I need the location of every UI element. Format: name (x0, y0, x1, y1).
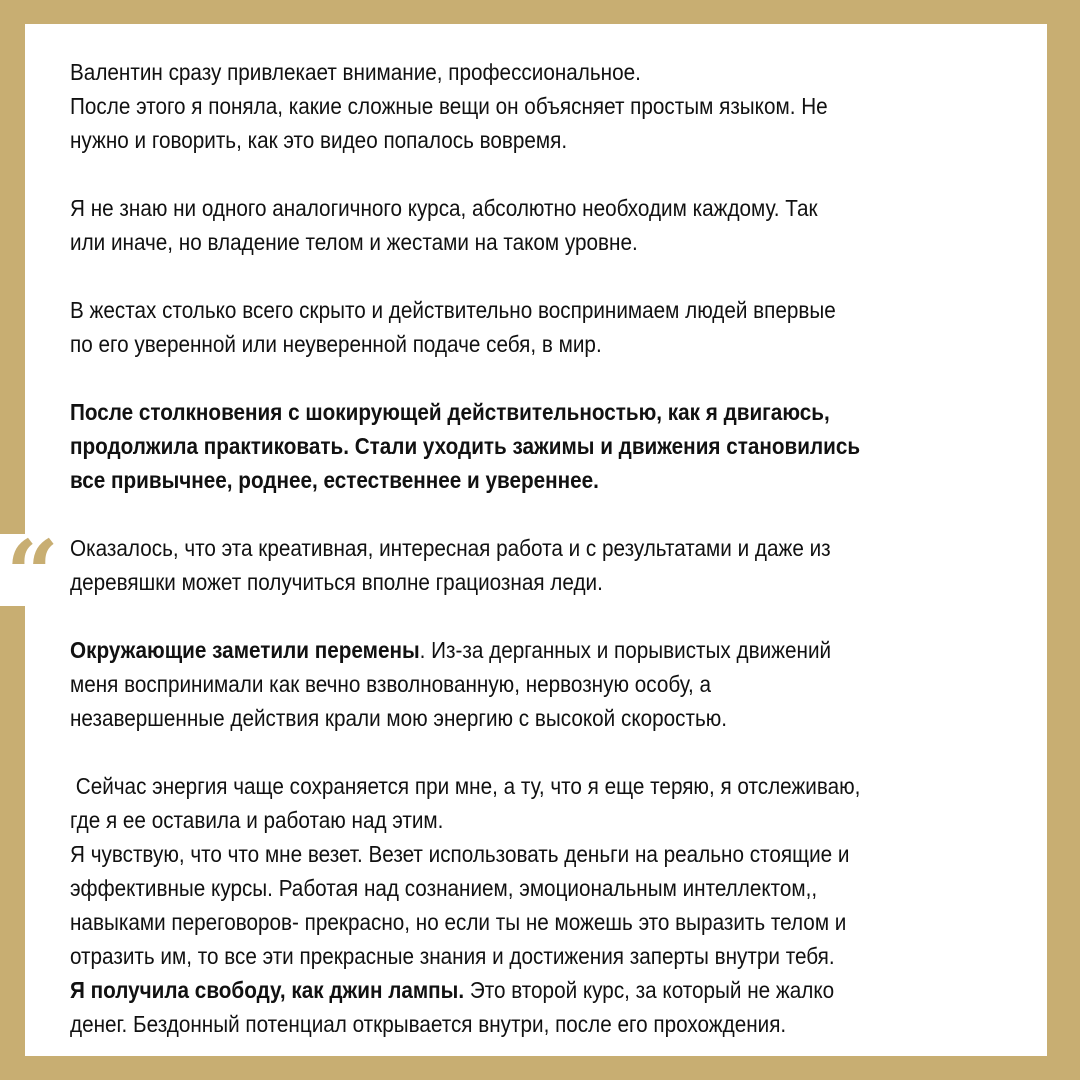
review-text (70, 55, 939, 1041)
bold-text-line: продолжила практиковать. Стали уходить зажимы и движения становились (70, 433, 861, 459)
text-line: деревяшки может получиться вполне грациозная леди. (70, 569, 603, 595)
bold-phrase: Окружающие заметили перемены (70, 637, 420, 663)
paragraph-1 (70, 55, 939, 157)
quote-icon: “ (6, 520, 59, 628)
bold-phrase: Я получила свободу, как джин лампы. (70, 977, 465, 1003)
review-card (25, 24, 1047, 1056)
text-line: незавершенные действия крали мою энергию с высокой скоростью. (70, 705, 728, 731)
text-line: эффективные курсы. Работая над сознанием, эмоциональным интеллектом,, (70, 875, 818, 901)
text-line: навыками переговоров- прекрасно, но если ты не можешь это выразить телом и (70, 909, 847, 935)
text-line: В жестах столько всего скрыто и действительно воспринимаем людей впервые (70, 297, 836, 323)
paragraph-3 (70, 293, 939, 361)
text-line (70, 633, 939, 667)
text-line: Валентин сразу привлекает внимание, профессиональное. (70, 59, 641, 85)
text-fragment: Это второй курс, за который не жалко (464, 977, 835, 1003)
text-line: по его уверенной или неуверенной подаче себя, в мир. (70, 331, 602, 357)
text-line: Я чувствую, что что мне везет. Везет использовать деньги на реально стоящие и (70, 841, 850, 867)
text-line: Оказалось, что эта креативная, интересная работа и с результатами и даже из (70, 535, 831, 561)
text-line: где я ее оставила и работаю над этим. (70, 807, 444, 833)
text-line: Я не знаю ни одного аналогичного курса, абсолютно необходим каждому. Так (70, 195, 818, 221)
text-line: меня воспринимали как вечно взволнованную, нервозную особу, а (70, 671, 712, 697)
paragraph-5 (70, 531, 939, 599)
paragraph-4-bold (70, 395, 939, 497)
text-line: денег. Бездонный потенциал открывается внутри, после его прохождения. (70, 1011, 787, 1037)
text-line: После этого я поняла, какие сложные вещи он объясняет простым языком. Не (70, 93, 828, 119)
bold-text-line: все привычнее, роднее, естественнее и увереннее. (70, 467, 599, 493)
paragraph-2 (70, 191, 939, 259)
text-line: Сейчас энергия чаще сохраняется при мне, а ту, что я еще теряю, я отслеживаю, (70, 773, 861, 799)
bold-text-line: После столкновения с шокирующей действительностью, как я двигаюсь, (70, 399, 830, 425)
text-line: нужно и говорить, как это видео попалось вовремя. (70, 127, 568, 153)
paragraph-6 (70, 633, 939, 735)
text-fragment: . Из-за дерганных и порывистых движений (419, 637, 832, 663)
text-line (70, 973, 939, 1007)
text-line: отразить им, то все эти прекрасные знания и достижения заперты внутри тебя. (70, 943, 835, 969)
paragraph-7 (70, 769, 939, 1041)
text-line: или иначе, но владение телом и жестами на таком уровне. (70, 229, 638, 255)
